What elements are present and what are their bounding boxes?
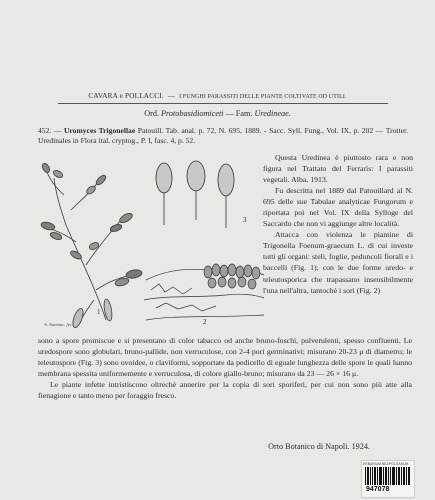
paragraph-spores: sono a spore promiscue e si presentano di color tabacco od anche bruno-foschi, pulverulenti, spesso confluenti. Le uredospore sono globulari, bruno-pallide, non verruculose, con 2-4 pori germinativi; misurano 20-23 μ di diametro; le teleutospore (Fig. 3) sono ovoidee, o claviformi, sopportate da pedicello di eguale lunghezza delle spore le quali hanno membrana spessita uniformemente e verruculosa, di colore giallo-bruno; misurano da 23 — 26 × 16 μ. — [38, 336, 412, 379]
signoff-line: Orto Botanico di Napoli. 1924. — [268, 442, 370, 451]
header-authors: CAVARA e POLLACCI. — [88, 92, 164, 100]
barcode-icon — [365, 467, 411, 485]
paragraph-intro: Questa Uredinea è piuttosto rara e non figura nel Trattato del Ferraris: I parassiti vegetali. Alba, 1913. — [263, 153, 413, 185]
ord-separator: — — [225, 109, 234, 118]
entry-number: 452. — [38, 126, 52, 135]
fam-value: Uredineae. — [254, 109, 291, 118]
plant-sprig-illustration — [40, 162, 142, 329]
species-authority: Patouill. Tab. anal. p. 72, N. 695, 1889. - Sacc. Syll. Fung., — [137, 126, 324, 135]
order-family-line — [0, 109, 435, 118]
running-header: CAVARA e POLLACCI. — I FUNGHI PARASSITI DELLE PIANTE COLTIVATE OD UTILI. — [88, 92, 347, 100]
fam-label: Fam. — [235, 109, 253, 118]
fig-label-1: 1 — [97, 308, 101, 316]
description-column — [263, 152, 413, 296]
barcode-institution: ERBARIUM NEAPOLITANUM — [363, 462, 409, 466]
ord-label: Ord. — [144, 109, 159, 118]
paragraph-damage: Le piante infette intristiscono oltrechè annerire per la copia di sori sporiferi, per cui non sono più atte alla fienagione e tanto meno per foraggio fresco. — [38, 380, 412, 401]
barcode-number: 947078 — [366, 486, 390, 493]
ord-value: Protobasidiomiceti — [161, 109, 224, 118]
fig-label-3: 3 — [243, 216, 247, 224]
species-entry: 452. — Uromyces Trigonellae Patouill. Tab. anal. p. 72, N. 695, 1889. - Sacc. Syll. Fung., Vol. IX, p. 202 — Trotter. Uredinales in Flora ital. cryptog., P. I, fasc. 4, p. 52. — [38, 126, 408, 146]
barcode-label-block — [361, 460, 415, 498]
teleutospores-illustration — [156, 161, 234, 228]
fig-label-2: 2 — [203, 318, 207, 326]
header-rule — [58, 103, 388, 104]
species-references: Vol. IX, p. 202 — Trotter. Uredinales in Flora ital. cryptog., P. I, fasc. 4, p. 52. — [38, 126, 408, 146]
paragraph-history: Fu descritta nel 1889 dal Patouillard al N. 695 delle sue Tabulae analyticae Fungorum e riportata poi nel Vol. IX della Sylloge del Saccardo che non vi aggiunge altre località. — [263, 186, 413, 229]
header-series: I FUNGHI PARASSITI DELLE PIANTE COLTIVATE OD UTILI. — [179, 94, 347, 100]
description-fullwidth — [38, 335, 412, 402]
species-name: Uromyces Trigonellae — [63, 126, 136, 135]
sorus-section-illustration — [144, 264, 264, 320]
paragraph-host: Attacca con violenza le piantine di Trigonella Foenum-graecum L. di cui investe tutti gli organi: steli, foglie, peduncoli fiorali e i baccelli (Fig. 1); con le due forme uredo- e teleutosporica che trapassano insensibilmente l'una nell'altra, tantochè i sori (Fig. 2) — [263, 230, 413, 295]
figure-credit: A. Nanninc. fec. — [44, 322, 73, 327]
botanical-figure — [36, 150, 266, 335]
